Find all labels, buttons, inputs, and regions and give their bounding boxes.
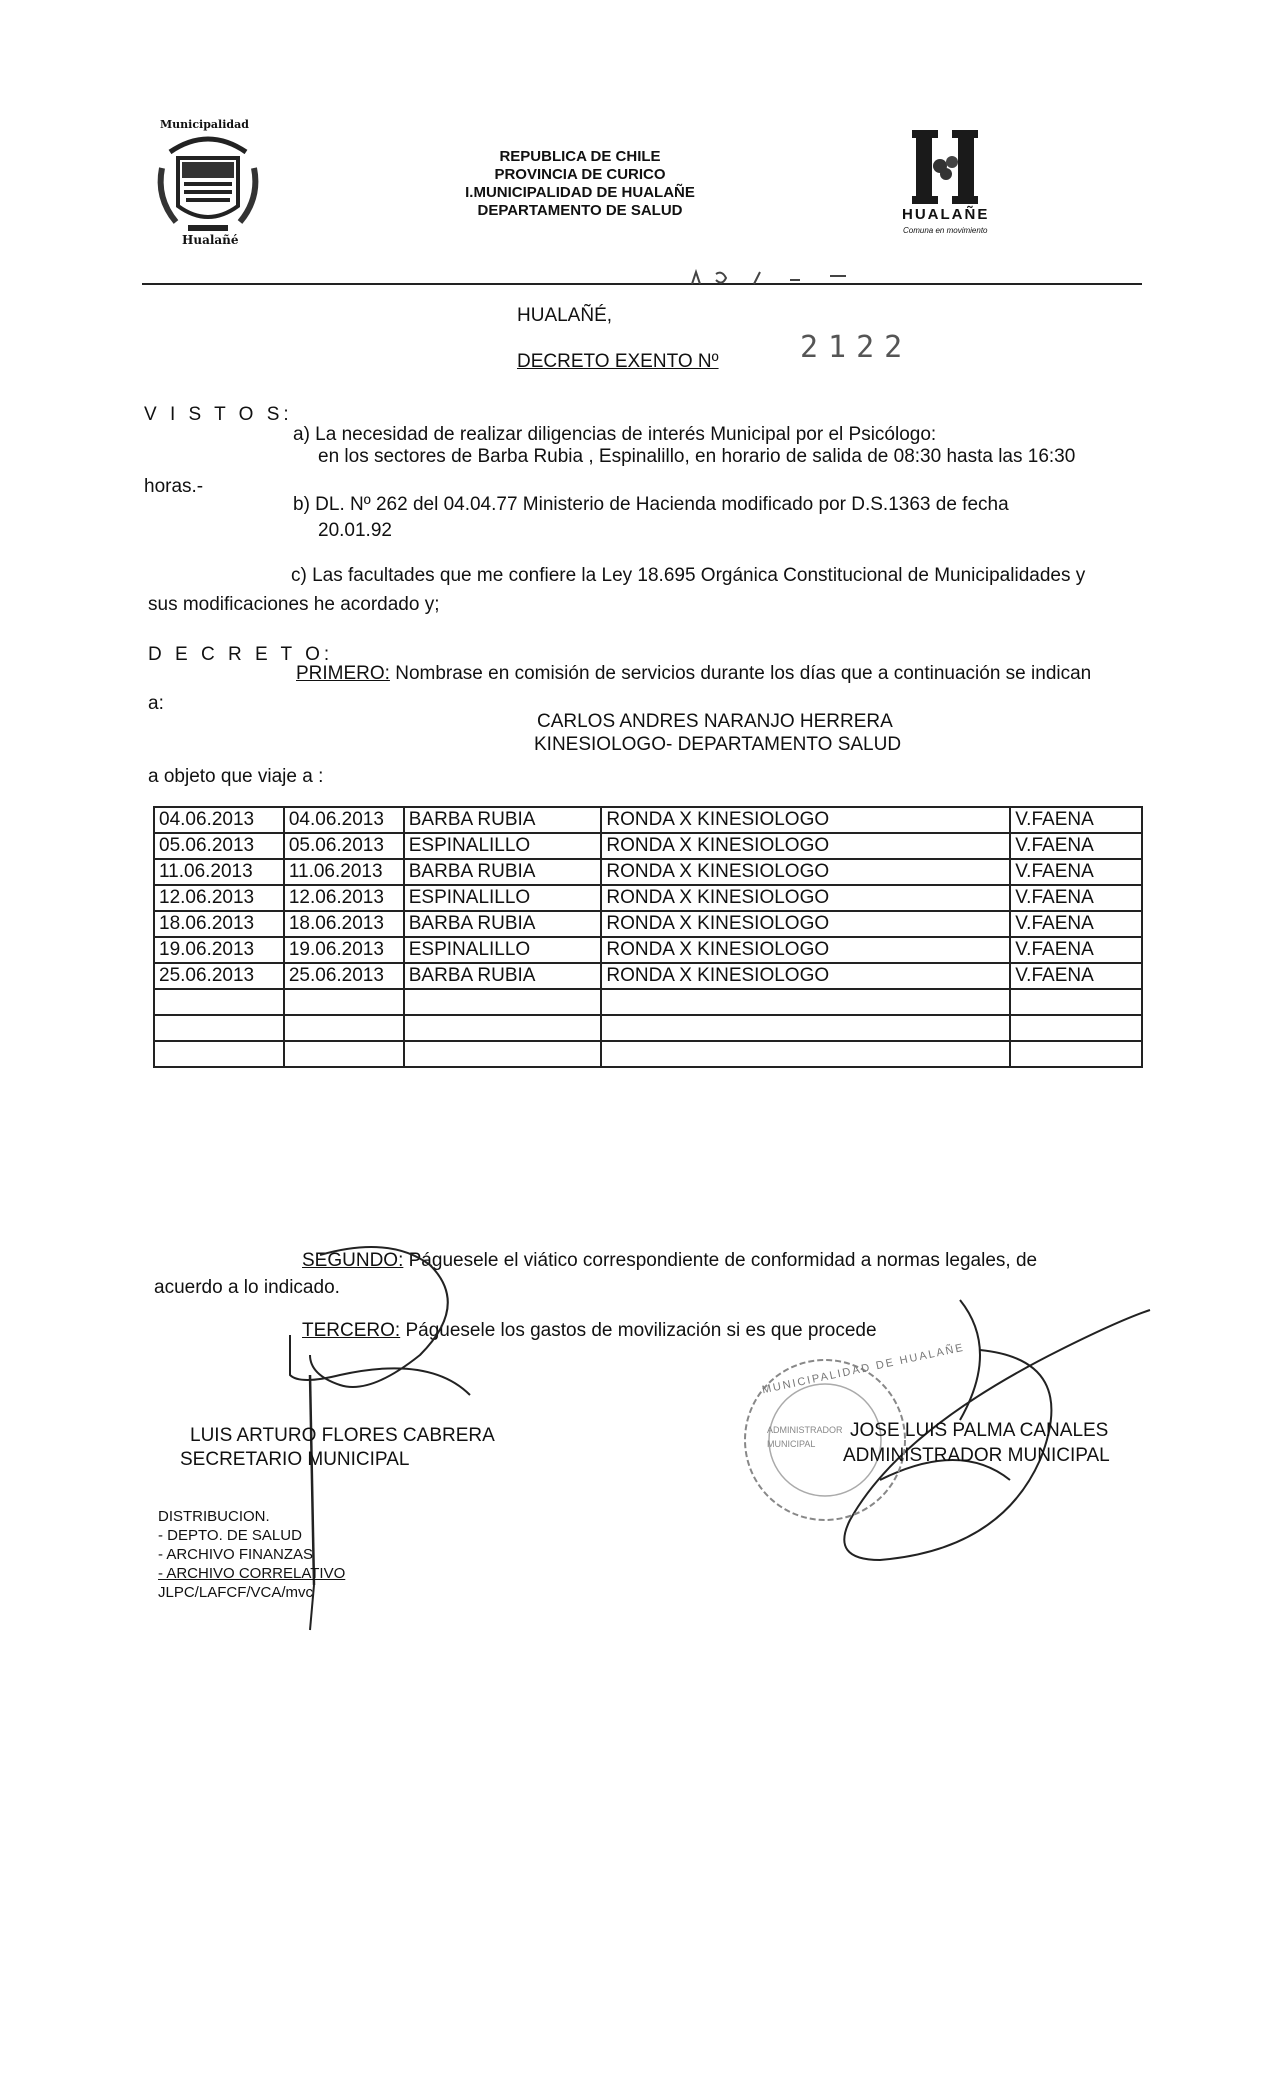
table-cell-motive: RONDA X KINESIOLOGO	[601, 885, 1010, 911]
crest-text-top: Municipalidad	[160, 118, 249, 131]
distribucion-title: DISTRIBUCION.	[158, 1508, 270, 1525]
vistos-b-line1: b) DL. Nº 262 del 04.04.77 Ministerio de Hacienda modificado por D.S.1363 de fecha	[293, 494, 1009, 515]
distribucion-initials: JLPC/LAFCF/VCA/mvc	[158, 1584, 314, 1601]
signatory-left-title: SECRETARIO MUNICIPAL	[180, 1449, 410, 1470]
table-cell-from: 11.06.2013	[154, 859, 284, 885]
table-cell-to: 12.06.2013	[284, 885, 404, 911]
vistos-c-line1: c) Las facultades que me confiere la Ley 18.695 Orgánica Constitucional de Municipalidades y	[291, 565, 1086, 586]
table-cell-vehicle: V.FAENA	[1010, 963, 1142, 989]
table-cell-sector: BARBA RUBIA	[404, 963, 602, 989]
signatory-right-title: ADMINISTRADOR MUNICIPAL	[843, 1445, 1110, 1466]
vistos-b-line2: 20.01.92	[318, 520, 392, 541]
primero-text: Nombrase en comisión de servicios durante los días que a continuación se indican	[389, 663, 1092, 684]
table-cell-vehicle: V.FAENA	[1010, 859, 1142, 885]
hualane-h-logo	[910, 128, 980, 206]
table-cell-from: 18.06.2013	[154, 911, 284, 937]
primero-clause	[296, 663, 1091, 685]
table-cell-motive: RONDA X KINESIOLOGO	[601, 963, 1010, 989]
table-cell-vehicle: V.FAENA	[1010, 937, 1142, 963]
primero-label: PRIMERO:	[296, 663, 390, 684]
table-cell-sector: BARBA RUBIA	[404, 807, 602, 833]
table-cell-to: 05.06.2013	[284, 833, 404, 859]
header-line-province: PROVINCIA DE CURICO	[494, 166, 666, 183]
right-logo-name: HUALAÑE	[902, 206, 990, 223]
signatory-left-name: LUIS ARTURO FLORES CABRERA	[190, 1425, 495, 1446]
table-row	[154, 963, 1142, 989]
distribucion-item: - DEPTO. DE SALUD	[158, 1527, 302, 1544]
header-divider	[142, 283, 1142, 285]
person-name: CARLOS ANDRES NARANJO HERRERA	[537, 711, 893, 732]
table-row-empty	[154, 1015, 1142, 1041]
table-cell-motive: RONDA X KINESIOLOGO	[601, 859, 1010, 885]
vistos-a-line2: en los sectores de Barba Rubia , Espinalillo, en horario de salida de 08:30 hasta las 16:30	[318, 446, 1076, 467]
table-cell-vehicle: V.FAENA	[1010, 885, 1142, 911]
objeto-viaje: a objeto que viaje a :	[148, 766, 324, 787]
tercero-label: TERCERO:	[302, 1320, 401, 1341]
stamp-outer-text: MUNICIPALIDAD DE HUALAÑE	[761, 1341, 966, 1397]
travel-table	[153, 806, 1143, 1068]
table-row	[154, 911, 1142, 937]
table-cell-vehicle: V.FAENA	[1010, 911, 1142, 937]
person-role: KINESIOLOGO- DEPARTAMENTO SALUD	[534, 734, 902, 755]
table-cell-from: 04.06.2013	[154, 807, 284, 833]
table-cell-from: 12.06.2013	[154, 885, 284, 911]
header-block	[430, 148, 730, 220]
place-date: HUALAÑÉ,	[517, 305, 613, 326]
decree-number: 2122	[800, 330, 913, 365]
vistos-label: V I S T O S:	[144, 404, 293, 425]
table-cell-sector: BARBA RUBIA	[404, 859, 602, 885]
vistos-a-line1: a) La necesidad de realizar diligencias de interés Municipal por el Psicólogo:	[293, 424, 937, 445]
table-row	[154, 859, 1142, 885]
table-cell-motive: RONDA X KINESIOLOGO	[601, 807, 1010, 833]
table-row	[154, 807, 1142, 833]
crest-text-bottom: Hualañé	[182, 233, 239, 247]
distribucion-item: - ARCHIVO FINANZAS	[158, 1546, 314, 1563]
table-cell-from: 05.06.2013	[154, 833, 284, 859]
segundo-text-line2: acuerdo a lo indicado.	[154, 1277, 340, 1298]
decreto-a-label: a:	[148, 693, 164, 714]
table-cell-motive: RONDA X KINESIOLOGO	[601, 937, 1010, 963]
table-cell-to: 04.06.2013	[284, 807, 404, 833]
segundo-text: Páguesele el viático correspondiente de conformidad a normas legales, de	[403, 1250, 1038, 1271]
table-cell-sector: ESPINALILLO	[404, 885, 602, 911]
header-line-municipality: I.MUNICIPALIDAD DE HUALAÑE	[465, 184, 695, 201]
header-line-country: REPUBLICA DE CHILE	[499, 148, 661, 165]
table-cell-sector: BARBA RUBIA	[404, 911, 602, 937]
table-cell-to: 11.06.2013	[284, 859, 404, 885]
table-cell-vehicle: V.FAENA	[1010, 807, 1142, 833]
right-logo-tagline: Comuna en movimiento	[903, 226, 988, 235]
received-stamp-marks	[690, 266, 880, 290]
distribucion-item: - ARCHIVO CORRELATIVO	[158, 1565, 346, 1582]
vistos-c-line2: sus modificaciones he acordado y;	[148, 594, 440, 615]
decreto-label: D E C R E T O:	[148, 644, 334, 665]
table-row	[154, 885, 1142, 911]
municipal-crest-logo	[148, 118, 268, 248]
table-cell-to: 19.06.2013	[284, 937, 404, 963]
table-row	[154, 937, 1142, 963]
table-cell-to: 25.06.2013	[284, 963, 404, 989]
table-row	[154, 833, 1142, 859]
table-row-empty	[154, 989, 1142, 1015]
segundo-label: SEGUNDO:	[302, 1250, 404, 1271]
vistos-a-line3: horas.-	[144, 476, 204, 497]
table-cell-sector: ESPINALILLO	[404, 937, 602, 963]
decree-label: DECRETO EXENTO Nº	[517, 351, 719, 372]
table-cell-vehicle: V.FAENA	[1010, 833, 1142, 859]
table-cell-from: 19.06.2013	[154, 937, 284, 963]
header-line-department: DEPARTAMENTO DE SALUD	[477, 202, 683, 219]
table-cell-sector: ESPINALILLO	[404, 833, 602, 859]
table-cell-motive: RONDA X KINESIOLOGO	[601, 833, 1010, 859]
table-cell-to: 18.06.2013	[284, 911, 404, 937]
table-cell-from: 25.06.2013	[154, 963, 284, 989]
stamp-inner-text: ADMINISTRADOR MUNICIPAL	[767, 1425, 843, 1449]
table-cell-motive: RONDA X KINESIOLOGO	[601, 911, 1010, 937]
signatory-right-name: JOSE LUIS PALMA CANALES	[850, 1420, 1109, 1441]
table-row-empty	[154, 1041, 1142, 1067]
tercero-text: Páguesele los gastos de movilización si es que procede	[400, 1320, 877, 1341]
